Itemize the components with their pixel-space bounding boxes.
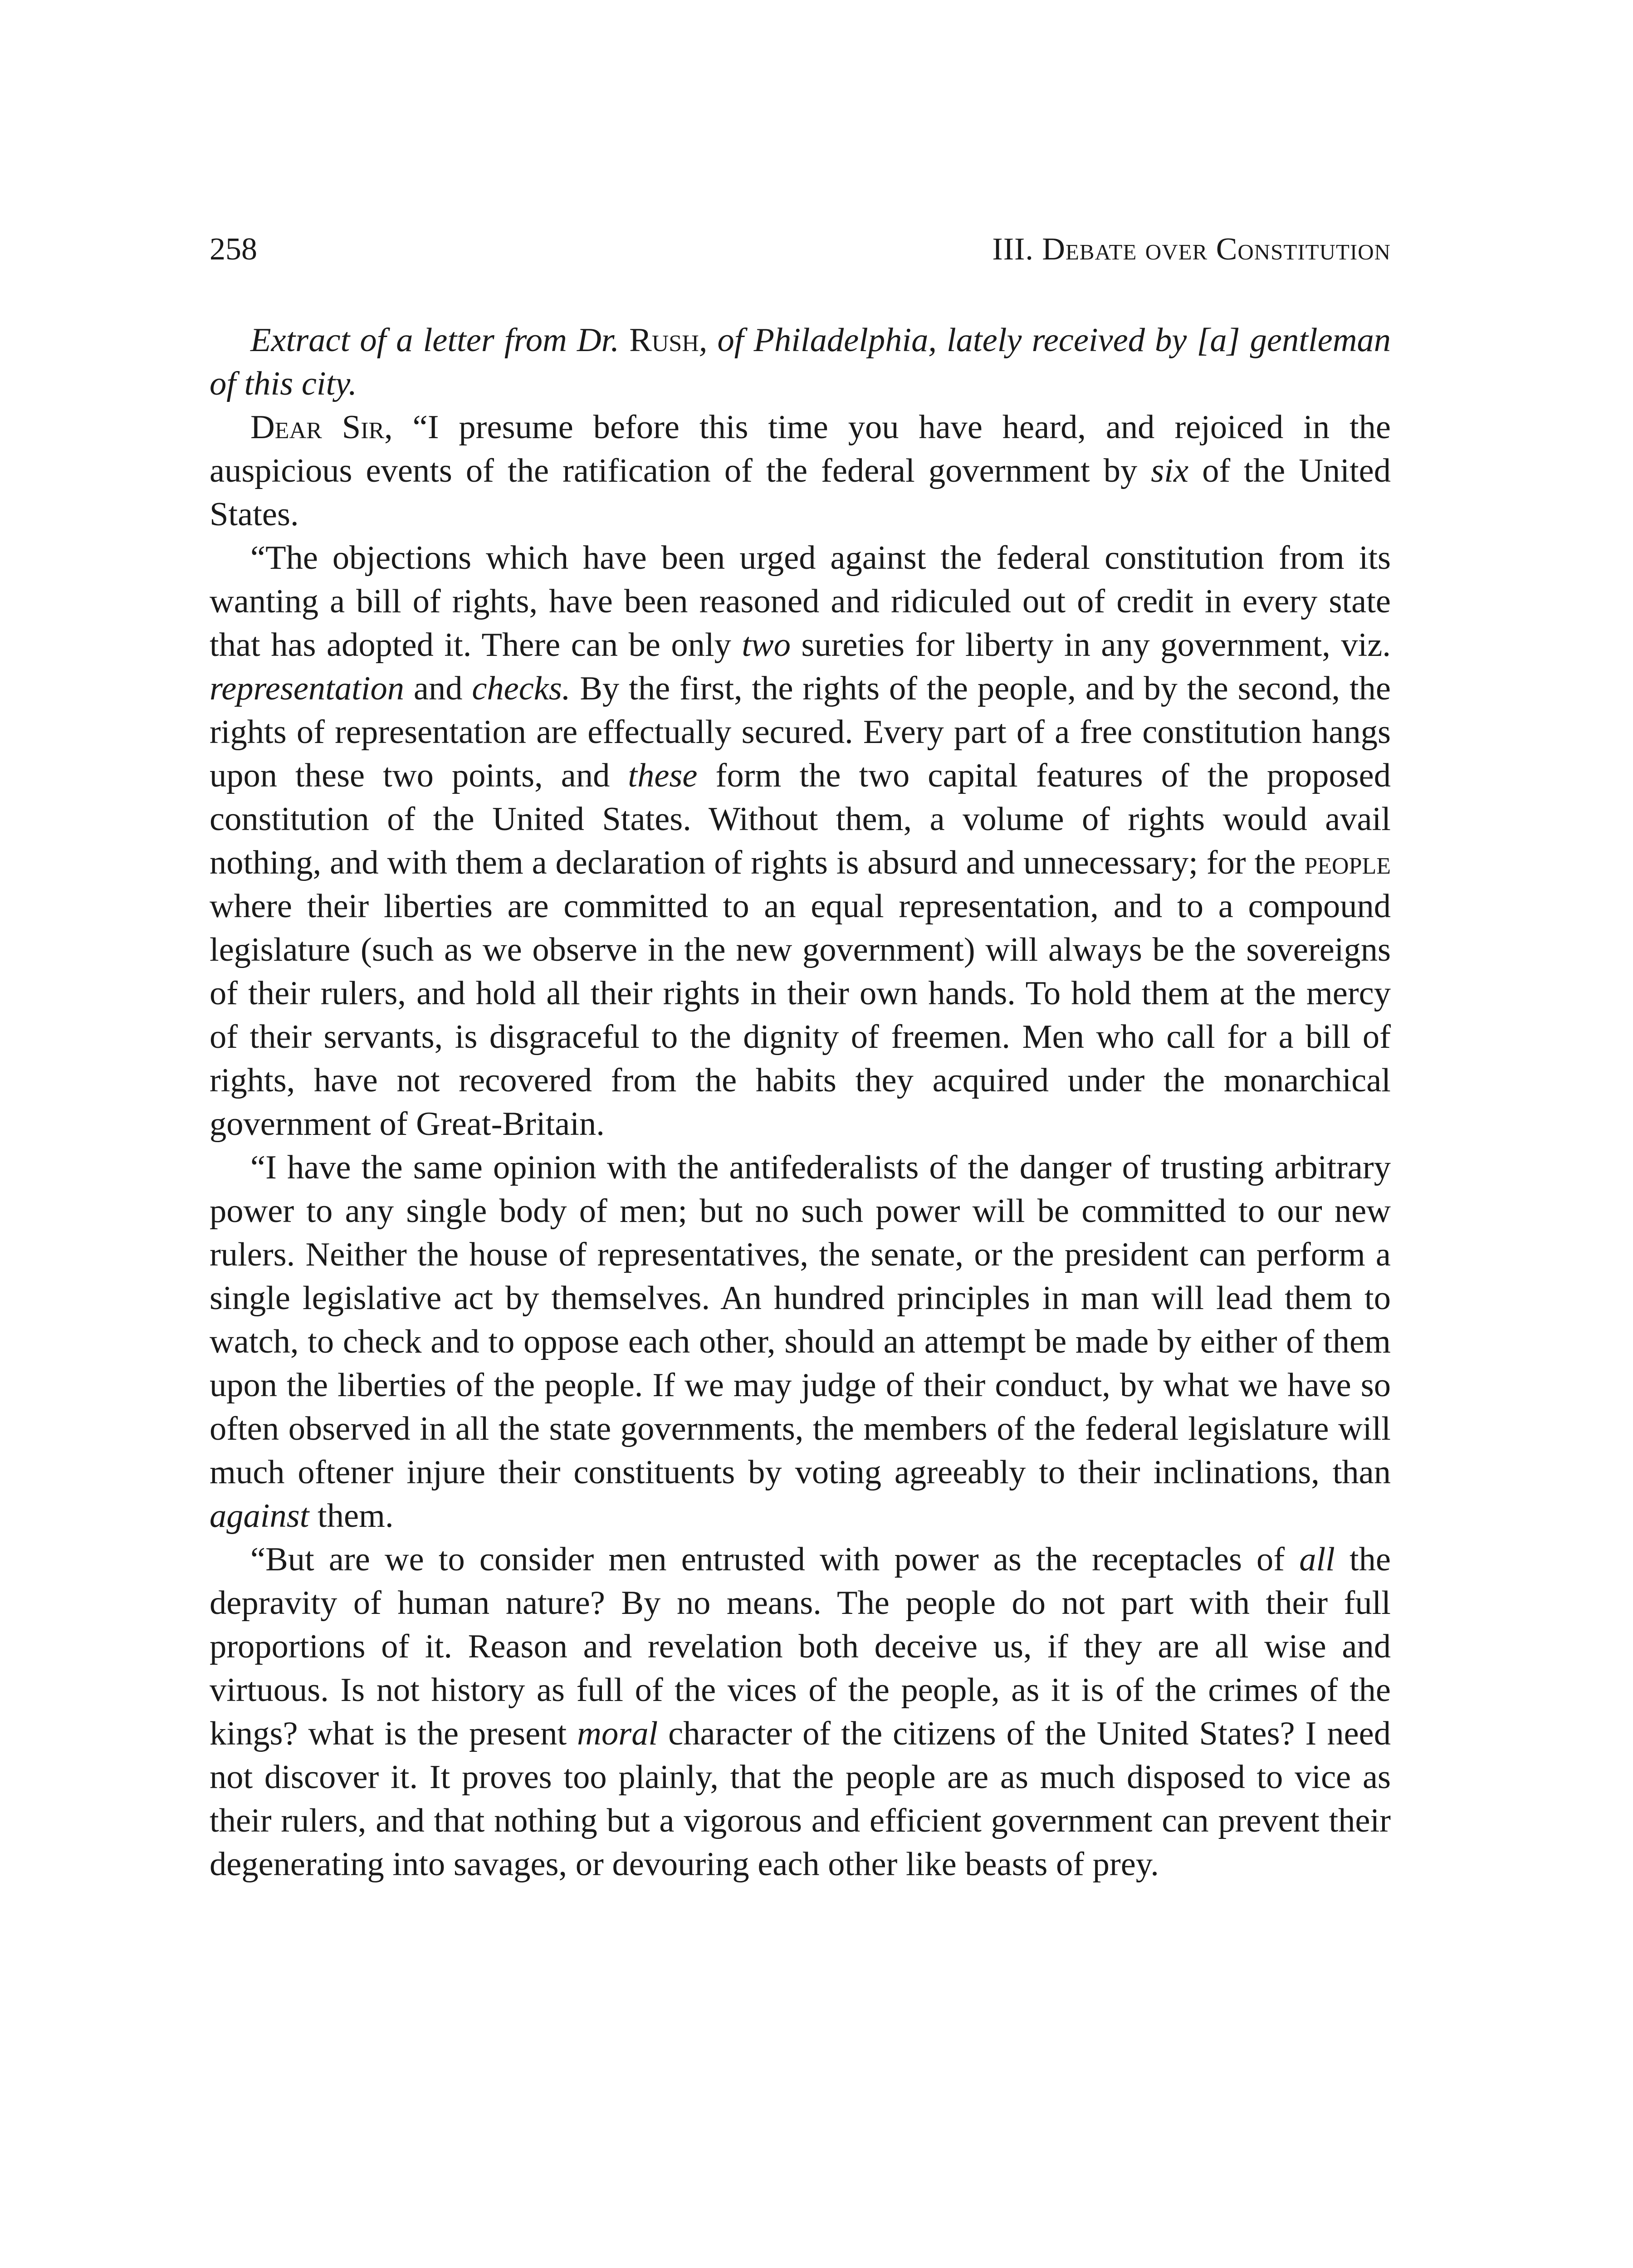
para3-text-1: “I have the same opinion with the antifederalists of the danger of trusting arbitrary power to any single body of men; but no such power will be committed to our new rulers. Neither the house of representatives, the senate, or the president can perform a single legislative act by themselves. An hundred principles in man will lead them to watch, to check and to oppose each other, should an attempt be made by either of them upon the liberties of the people. If we may judge of their conduct, by what we have so often observed in all the state governments, the members of the federal legislature will much oftener injure their constituents by voting agreeably to their inclinations, than <box>210 1149 1391 1491</box>
para4-text-3: character of the citizens of the United States? I need not discover it. It proves too plainly, that the people are as much disposed to vice as their rulers, and that nothing but a vigorous and efficient government can prevent their degenerating into savages, or devouring each other like beasts of prey. <box>210 1715 1391 1883</box>
para2-text-2: sureties for liberty in any government, viz. <box>790 626 1391 664</box>
para2-text-6: where their liberties are committed to an equal representation, and to a compound legislature (such as we observe in the new government) will always be the sovereigns of their rulers, and hold all their rights in their own hands. To hold them at the mercy of their servants, is disgraceful to the dignity of freemen. Men who call for a bill of rights, have not recovered from the habits they acquired under the monarchical government of Great-Britain. <box>210 888 1391 1143</box>
author-name: Rush <box>629 322 699 359</box>
salutation: Dear Sir <box>250 409 385 446</box>
paragraph-3 <box>210 1146 1391 1538</box>
para2-text-1: “The objections which have been urged against the federal constitution from its wanting a bill of rights, have been reasoned and ridiculed out of credit in every state that has adopted it. There can be only <box>210 539 1391 664</box>
para4-text-1: “But are we to consider men entrusted with power as the receptacles of <box>250 1541 1300 1578</box>
intro-part2: , of Philadelphia, lately received by [a] gentleman of this city. <box>210 322 1391 402</box>
intro-line <box>210 318 1391 406</box>
para2-smallcaps-1: people <box>1304 844 1391 881</box>
paragraph-4 <box>210 1538 1391 1886</box>
para1-text-2: of the United States. <box>210 452 1391 533</box>
section-title: III. Debate over Constitution <box>992 232 1391 267</box>
para3-emphasis-1: against <box>210 1497 309 1535</box>
para4-text-2: the depravity of human nature? By no means. The people do not part with their full proportions of it. Reason and revelation both deceive us, if they are all wise and virtuous. Is not history as full of the vices of the people, as it is of the crimes of the kings? what is the present <box>210 1541 1391 1752</box>
para2-emphasis-1: two <box>742 626 791 664</box>
para4-emphasis-2: moral <box>577 1715 658 1752</box>
para2-emphasis-3: checks. <box>472 670 571 707</box>
para2-text-3: and <box>404 670 472 707</box>
para3-text-2: them. <box>309 1497 394 1535</box>
para4-emphasis-1: all <box>1299 1541 1335 1578</box>
para2-emphasis-4: these <box>628 757 698 794</box>
intro-part1: Extract of a letter from Dr. <box>250 322 630 359</box>
page-number: 258 <box>210 232 257 267</box>
para1-emphasis-1: six <box>1151 452 1189 489</box>
running-head <box>210 227 1391 281</box>
paragraph-1 <box>210 406 1391 536</box>
para2-text-4: By the first, the rights of the people, and by the second, the rights of representation are effectually secured. Every part of a free constitution hangs upon these two points, and <box>210 670 1391 794</box>
paragraph-2 <box>210 536 1391 1146</box>
body-text <box>210 318 1391 1886</box>
para2-emphasis-2: representation <box>210 670 404 707</box>
para2-text-5: form the two capital features of the proposed constitution of the United States. Without them, a volume of rights would avail nothing, and with them a declaration of rights is absurd and unnecessary; for the <box>210 757 1391 881</box>
para1-text-1: , “I presume before this time you have heard, and rejoiced in the auspicious events of the ratification of the federal government by <box>210 409 1391 489</box>
